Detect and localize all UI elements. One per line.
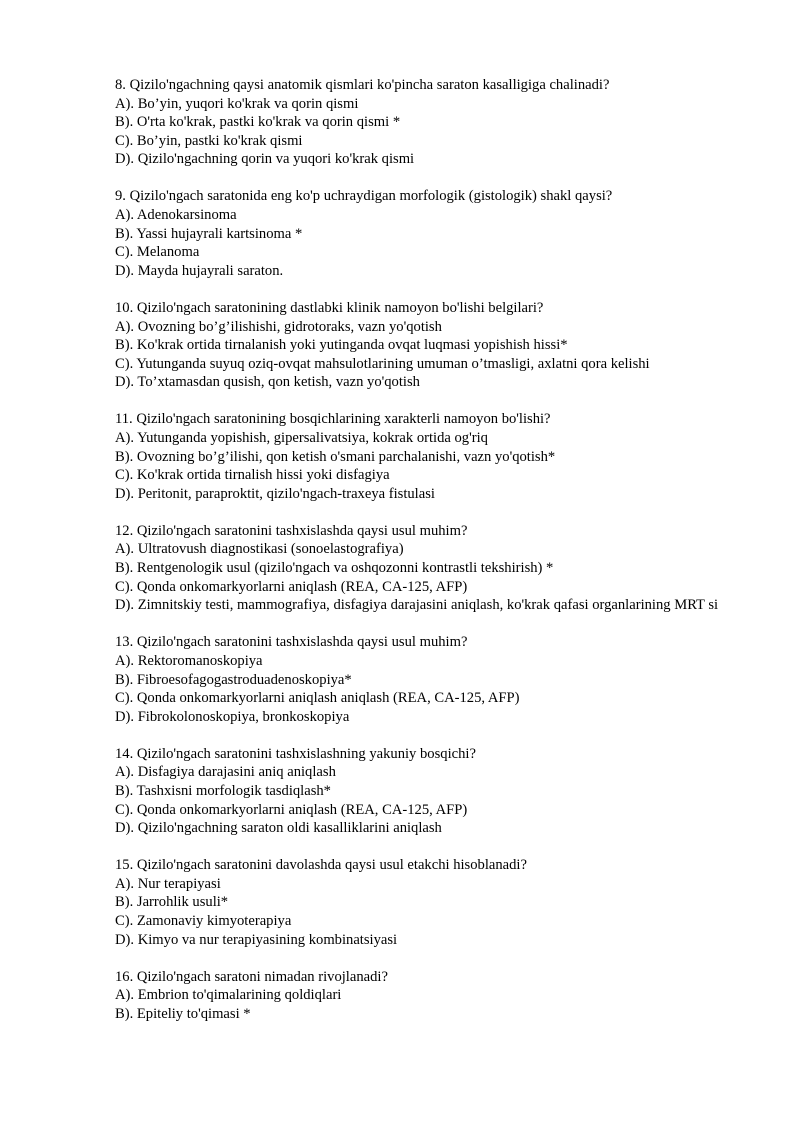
question-8 [115,76,740,169]
option-d: D). Mayda hujayrali saraton. [115,262,284,279]
question-text: 10. Qizilo'ngach saratonining dastlabki klinik namoyon bo'lishi belgilari? [115,299,544,316]
option-b: B). Yassi hujayrali kartsinoma * [115,225,303,242]
option-c: C). Melanoma [115,244,200,261]
option-d: D). To’xtamasdan qusish, qon ketish, vazn yo'qotish [115,374,420,391]
question-text: 11. Qizilo'ngach saratonining bosqichlarining xarakterli namoyon bo'lishi? [115,411,551,428]
option-a: A). Embrion to'qimalarining qoldiqlari [115,987,342,1004]
option-b: B). Rentgenologik usul (qizilo'ngach va oshqozonni kontrastli tekshirish) * [115,560,554,577]
option-c: C). Ko'krak ortida tirnalish hissi yoki disfagiya [115,467,390,484]
option-d: D). Qizilo'ngachning saraton oldi kasalliklarini aniqlash [115,820,442,837]
option-c: C). Qonda onkomarkyorlarni aniqlash (REA, CA-125, AFP) [115,801,468,818]
option-c: C). Yutunganda suyuq oziq-ovqat mahsulotlarining umuman o’tmasligi, axlatni qora kelishi [115,355,650,372]
question-16 [115,968,740,1024]
option-b: B). Fibroesofagogastroduadenoskopiya* [115,671,352,688]
option-d: D). Kimyo va nur terapiyasining kombinatsiyasi [115,931,398,948]
option-d: D). Zimnitskiy testi, mammografiya, disfagiya darajasini aniqlash, ko'krak qafasi organlarining MRT si [115,597,719,614]
option-a: A). Rektoromanoskopiya [115,652,263,669]
question-text: 12. Qizilo'ngach saratonini tashxislashda qaysi usul muhim? [115,522,468,539]
option-a: A). Adenokarsinoma [115,207,237,224]
option-a: A). Nur terapiyasi [115,875,221,892]
question-text: 9. Qizilo'ngach saratonida eng ko'p uchraydigan morfologik (gistologik) shakl qaysi? [115,188,613,205]
option-c: C). Qonda onkomarkyorlarni aniqlash (REA, CA-125, AFP) [115,578,468,595]
option-b: B). Ko'krak ortida tirnalanish yoki yutinganda ovqat luqmasi yopishish hissi* [115,337,568,354]
option-b: B). Ovozning bo’g’ilishi, qon ketish o'smani parchalanishi, vazn yo'qotish* [115,448,556,465]
question-11 [115,410,740,503]
option-a: A). Yutunganda yopishish, gipersalivatsiya, kokrak ortida og'riq [115,430,488,446]
question-13 [115,633,740,726]
option-d: D). Fibrokolonoskopiya, bronkoskopiya [115,708,350,725]
question-12 [115,522,740,615]
option-a: A). Disfagiya darajasini aniq aniqlash [115,764,336,781]
question-15 [115,856,740,949]
option-d: D). Qizilo'ngachning qorin va yuqori ko'krak qismi [115,151,415,168]
option-d: D). Peritonit, paraproktit, qizilo'ngach-traxeya fistulasi [115,485,435,502]
question-9 [115,187,740,280]
question-10 [115,299,740,392]
option-b: B). Tashxisni morfologik tasdiqlash* [115,783,331,799]
option-b: B). O'rta ko'krak, pastki ko'krak va qorin qismi * [115,114,401,131]
option-c: C). Bo’yin, pastki ko'krak qismi [115,132,303,149]
option-a: A). Bo’yin, yuqori ko'krak va qorin qismi [115,95,359,112]
option-c: C). Zamonaviy kimyoterapiya [115,913,292,930]
option-c: C). Qonda onkomarkyorlarni aniqlash aniqlash (REA, CA-125, AFP) [115,690,520,707]
question-14 [115,745,740,838]
question-text: 14. Qizilo'ngach saratonini tashxislashning yakuniy bosqichi? [115,745,476,762]
question-text: 13. Qizilo'ngach saratonini tashxislashda qaysi usul muhim? [115,634,468,651]
option-a: A). Ovozning bo’g’ilishishi, gidrotoraks, vazn yo'qotish [115,318,442,335]
question-text: 8. Qizilo'ngachning qaysi anatomik qismlari ko'pincha saraton kasalligiga chalinadi? [115,77,610,93]
question-text: 16. Qizilo'ngach saratoni nimadan rivojlanadi? [115,968,388,985]
option-a: A). Ultratovush diagnostikasi (sonoelastografiya) [115,541,404,558]
question-text: 15. Qizilo'ngach saratonini davolashda qaysi usul etakchi hisoblanadi? [115,857,527,874]
option-b: B). Epiteliy to'qimasi * [115,1005,251,1022]
option-b: B). Jarrohlik usuli* [115,894,229,911]
